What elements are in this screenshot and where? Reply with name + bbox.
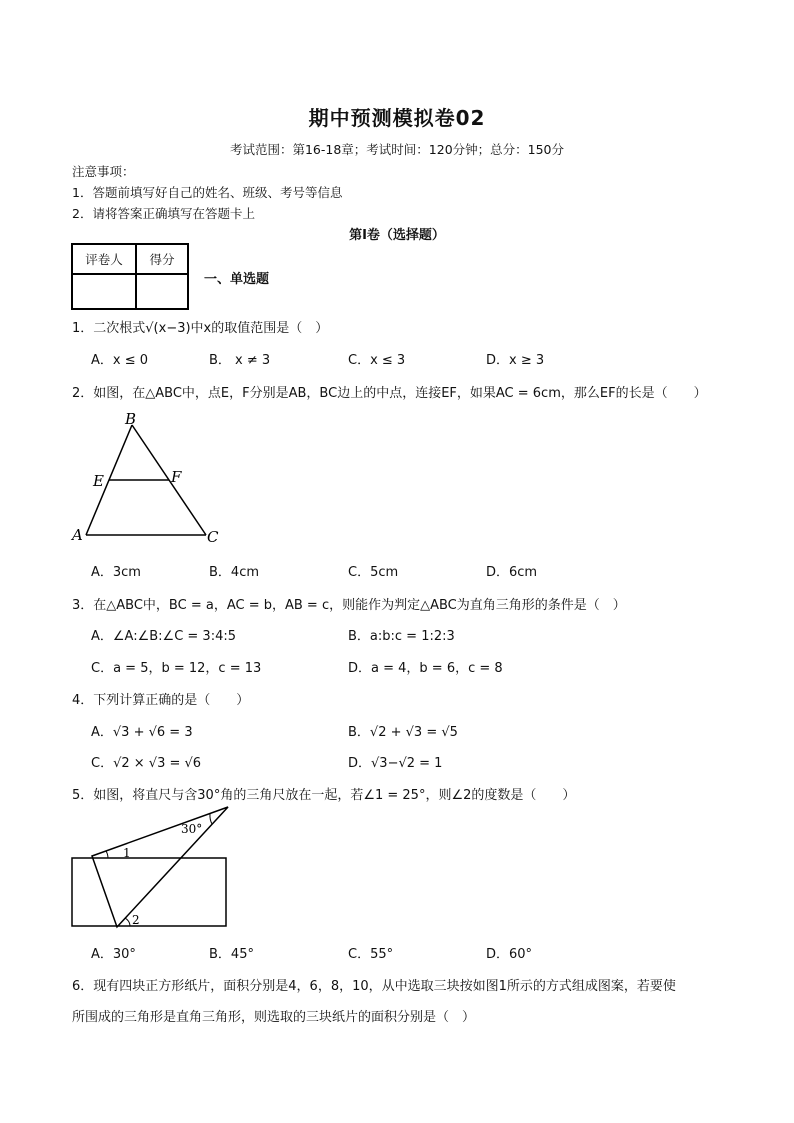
- angle-1-arc: [106, 851, 108, 858]
- score-table-header-grader: 评卷人: [72, 244, 136, 274]
- notice-item-2: 2．请将答案正确填写在答题卡上: [72, 206, 255, 221]
- question-2-option-b[interactable]: B．4cm: [209, 565, 260, 580]
- question-3-option-c[interactable]: C．a = 5，b = 12，c = 13: [91, 661, 262, 676]
- question-5-option-b[interactable]: B．45°: [209, 947, 254, 962]
- label-e: E: [93, 472, 104, 490]
- question-3-stem: 3．在△ABC中，BC = a，AC = b，AB = c，则能作为判定△ABC为直角三角形的条件是（ ）: [72, 598, 626, 613]
- question-6-stem-line-2: 所围成的三角形是直角三角形，则选取的三块纸片的面积分别是（ ）: [72, 1010, 476, 1025]
- question-3-option-d[interactable]: D．a = 4，b = 6，c = 8: [348, 661, 503, 676]
- question-2-option-d[interactable]: D．6cm: [486, 565, 538, 580]
- exam-info: 考试范围：第16-18章；考试时间：120分钟；总分：150分: [229, 142, 565, 157]
- score-table-cell-score[interactable]: [136, 274, 188, 309]
- question-5-option-c[interactable]: C．55°: [348, 947, 394, 962]
- label-angle-30: 30°: [181, 822, 203, 836]
- question-1-option-b[interactable]: B． x ≠ 3: [209, 353, 271, 368]
- set-square-shape: [92, 807, 228, 927]
- question-5-option-d[interactable]: D．60°: [486, 947, 533, 962]
- question-5-option-a[interactable]: A．30°: [91, 947, 136, 962]
- angle-30-arc: [210, 814, 212, 824]
- part-title: 一、单选题: [204, 272, 270, 287]
- question-1-option-a[interactable]: A．x ≤ 0: [91, 353, 149, 368]
- question-4-stem: 4．下列计算正确的是（ ）: [72, 693, 250, 708]
- question-2-option-c[interactable]: C．5cm: [348, 565, 399, 580]
- score-table-cell-grader[interactable]: [72, 274, 136, 309]
- question-1-option-d[interactable]: D．x ≥ 3: [486, 353, 545, 368]
- question-1-option-c[interactable]: C．x ≤ 3: [348, 353, 406, 368]
- angle-2-arc: [125, 918, 130, 926]
- question-1-stem: 1．二次根式√(x−3)中x的取值范围是（ ）: [72, 321, 329, 336]
- label-f: F: [171, 468, 182, 486]
- question-4-option-a[interactable]: A．√3 + √6 = 3: [91, 725, 193, 740]
- question-5-ruler-triangle-figure: [64, 800, 239, 935]
- label-a: A: [72, 526, 83, 544]
- score-table: [71, 243, 189, 310]
- question-5-stem: 5．如图，将直尺与含30°角的三角尺放在一起，若∠1 = 25°，则∠2的度数是（ ）: [72, 788, 576, 803]
- question-3-option-b[interactable]: B．a:b:c = 1:2:3: [348, 629, 455, 644]
- label-c: C: [207, 528, 219, 546]
- question-2-stem: 2．如图，在△ABC中，点E，F分别是AB，BC边上的中点，连接EF，如果AC = 6cm，那么EF的长是（ ）: [72, 386, 707, 401]
- question-2-triangle-figure: [64, 404, 234, 549]
- notice-item-1: 1．答题前填写好自己的姓名、班级、考号等信息: [72, 185, 343, 200]
- question-4-option-d[interactable]: D．√3−√2 = 1: [348, 756, 443, 771]
- question-6-stem-line-1: 6．现有四块正方形纸片，面积分别是4，6，8，10，从中选取三块按如图1所示的方式组成图案，若要使: [72, 979, 676, 994]
- question-2-option-a[interactable]: A．3cm: [91, 565, 141, 580]
- question-3-option-a[interactable]: A．∠A:∠B:∠C = 3:4:5: [91, 629, 237, 644]
- score-table-header-score: 得分: [136, 244, 188, 274]
- page-title: 期中预测模拟卷02: [308, 106, 486, 130]
- label-angle-2: 2: [132, 913, 140, 927]
- question-4-option-c[interactable]: C．√2 × √3 = √6: [91, 756, 202, 771]
- label-angle-1: 1: [123, 846, 131, 860]
- question-4-option-b[interactable]: B．√2 + √3 = √5: [348, 725, 458, 740]
- label-b: B: [125, 410, 137, 428]
- notice-title: 注意事项：: [72, 164, 135, 179]
- volume-title: 第Ⅰ卷（选择题）: [349, 228, 445, 243]
